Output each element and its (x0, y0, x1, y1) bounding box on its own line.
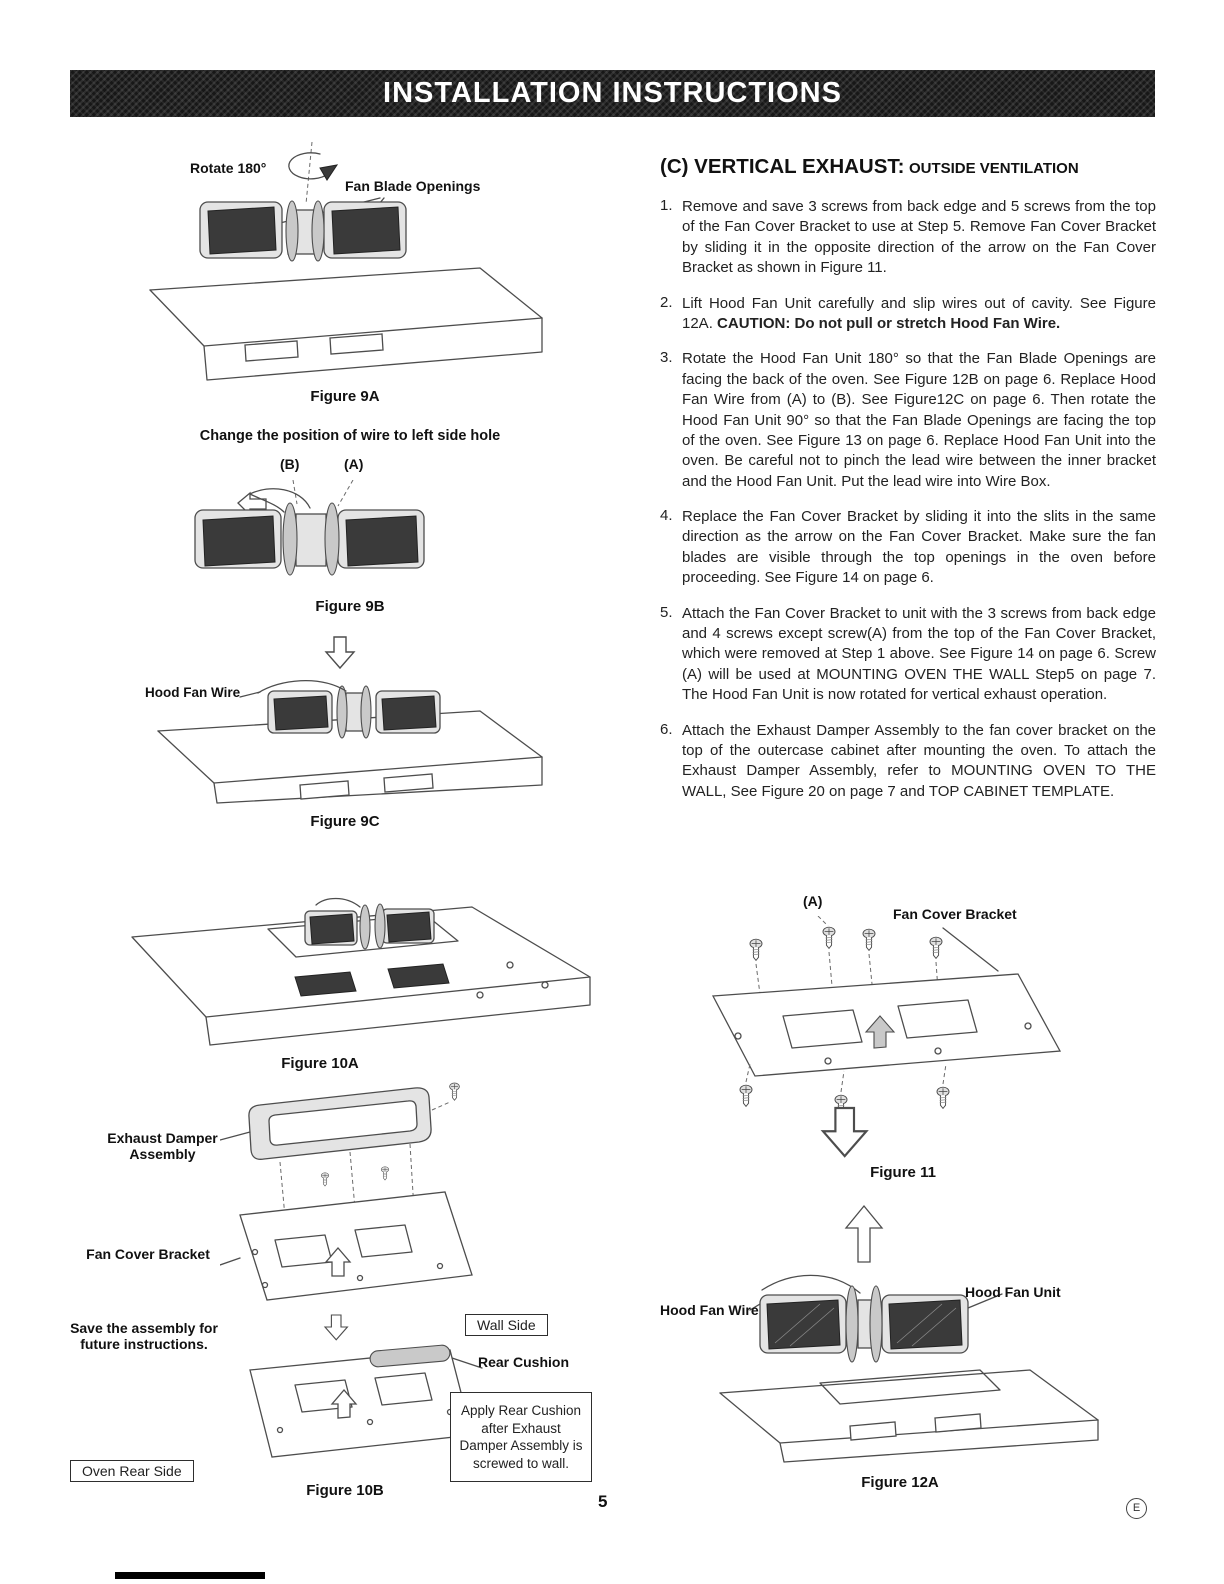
screw-icon (937, 1087, 949, 1108)
screw-icon (321, 1173, 329, 1186)
figure-10a-caption: Figure 10A (281, 1055, 359, 1072)
rotate-arrow-icon (289, 153, 337, 180)
edition-mark: E (1126, 1498, 1147, 1519)
down-arrow-icon (823, 1108, 866, 1156)
figure-9c (140, 635, 550, 835)
section-c-title: (C) VERTICAL EXHAUST: (660, 155, 905, 178)
scan-mark (115, 1572, 265, 1579)
step-item (660, 721, 1156, 803)
section-c-heading (660, 155, 1160, 179)
step-text: Lift Hood Fan Unit carefully and slip wires out of cavity. See Figure 12A. CAUTION: Do not pull or stretch Hood Fan Wire. (682, 294, 1156, 332)
fan-cover-bracket-label: Fan Cover Bracket (893, 906, 1017, 922)
screw-a-label: (A) (803, 893, 823, 909)
step-text: Remove and save 3 screws from back edge and 5 screws from the top of the Fan Cover Bracket to use at Step 5. Remove Fan Cover Bracket by sliding it in the opposite direction of the arrow on the Fan Cover Bracket as shown in Figure 11. (682, 198, 1156, 277)
fan-blade-openings-label: Fan Blade Openings (345, 178, 481, 194)
step-text: Attach the Fan Cover Bracket to unit with the 3 screws from back edge and 4 screws except screw(A) from the top of the Fan Cover Bracket, which were removed at Step 1 above. See Figure 14 on page 6. Screw (A) will be used at MOUNTING OVEN THE WALL Step5 on page 7. The Hood Fan Unit is now rotated for vertical exhaust operation. (682, 604, 1156, 704)
figure-9b-drawing (150, 480, 550, 592)
step-item (660, 294, 1156, 335)
figure-9c-drawing (140, 635, 550, 807)
page-title: INSTALLATION INSTRUCTIONS (383, 77, 842, 109)
step-text: Rotate the Hood Fan Unit 180° so that the Fan Blade Openings are facing the back of the oven. See Figure 12B on page 6. Replace Hood Fan Wire from (A) to (B). See Figure12C on page 6. Then rotate the Hood Fan Unit 90° so that the Fan Blade Openings are facing the top of the oven. See Figure 13 on page 6. Replace Hood Fan Unit into the oven. Be careful not to pinch the lead wire between the inner bracket and the Hood Fan Unit. Put the lead wire into Wire Box. (682, 350, 1156, 490)
figure-12a-caption: Figure 12A (861, 1474, 939, 1491)
screw-icon (450, 1083, 460, 1100)
down-arrow-icon (325, 1315, 347, 1340)
step-item (660, 197, 1156, 279)
figure-10a (120, 845, 600, 1077)
figure-12a-drawing (700, 1198, 1120, 1468)
apply-rear-cushion-note: Apply Rear Cushion after Exhaust Damper Assembly is screwed to wall. (450, 1392, 592, 1482)
figure-12a (660, 1198, 1140, 1498)
fan-cover-bracket-label: Fan Cover Bracket (86, 1246, 210, 1262)
step-item (660, 507, 1156, 589)
oven-rear-side-box: Oven Rear Side (70, 1460, 194, 1482)
hood-fan-wire-label: Hood Fan Wire (145, 685, 241, 700)
screw-icon (863, 929, 875, 950)
rotate-180-label: Rotate 180° (190, 160, 267, 176)
screw-icon (750, 939, 762, 960)
figure-10b-caption: Figure 10B (306, 1482, 384, 1499)
instruction-steps (660, 197, 1156, 817)
step-number: 1. (660, 197, 673, 214)
caution-text: CAUTION: Do not pull or stretch Hood Fan Wire. (717, 314, 1061, 332)
figure-9c-caption: Figure 9C (310, 813, 380, 830)
figure-10b (70, 1080, 630, 1512)
step-text: Attach the Exhaust Damper Assembly to the fan cover bracket on the top of the outercase cabinet after mounting the oven. To attach the Exhaust Damper Assembly, refer to MOUNTING OVEN TO THE WALL, See Figure 20 on page 7 and TOP CABINET TEMPLATE. (682, 721, 1156, 800)
step-number: 4. (660, 507, 673, 525)
figure-10a-drawing (120, 845, 600, 1050)
figure-11-caption: Figure 11 (870, 1164, 936, 1181)
step-number: 5. (660, 603, 673, 621)
screw-icon (740, 1085, 752, 1106)
save-assembly-note: Save the assembly for future instructions. (70, 1320, 218, 1353)
page-number: 5 (598, 1492, 608, 1511)
figure-9b (150, 428, 550, 620)
step-number: 2. (660, 293, 673, 311)
step-text: Replace the Fan Cover Bracket by sliding it into the slits in the same direction as the arrow on the Fan Cover Bracket. Make sure the fan blades are visible through the top openings in the oven before proceeding. See Figure 14 on page 6. (682, 508, 1156, 587)
step-item (660, 604, 1156, 706)
down-arrow-icon (326, 637, 354, 668)
up-arrow-icon (846, 1206, 882, 1262)
step-number: 3. (660, 349, 673, 367)
position-a-label: (A) (344, 456, 364, 472)
figure-9b-caption: Figure 9B (315, 598, 385, 615)
figure-9a (140, 140, 550, 415)
section-c-subtitle: OUTSIDE VENTILATION (908, 160, 1079, 177)
change-wire-position-label: Change the position of wire to left side hole (199, 428, 501, 444)
figure-9a-caption: Figure 9A (310, 388, 380, 405)
exhaust-damper-assembly-label: Exhaust Damper Assembly (107, 1130, 218, 1163)
page-header-banner (70, 70, 1155, 117)
hood-fan-wire-label: Hood Fan Wire (660, 1302, 759, 1318)
hood-fan-unit-label: Hood Fan Unit (965, 1284, 1061, 1300)
figure-9a-drawing (140, 140, 550, 385)
step-item (660, 349, 1156, 492)
step-number: 6. (660, 720, 673, 738)
wall-side-box: Wall Side (465, 1314, 548, 1336)
figure-11 (688, 888, 1118, 1188)
position-b-label: (B) (280, 456, 300, 472)
figure-11-drawing (688, 916, 1118, 1161)
screw-icon (823, 927, 835, 948)
screw-icon (930, 937, 942, 958)
rear-cushion-label: Rear Cushion (478, 1354, 570, 1370)
screw-icon (381, 1167, 389, 1180)
